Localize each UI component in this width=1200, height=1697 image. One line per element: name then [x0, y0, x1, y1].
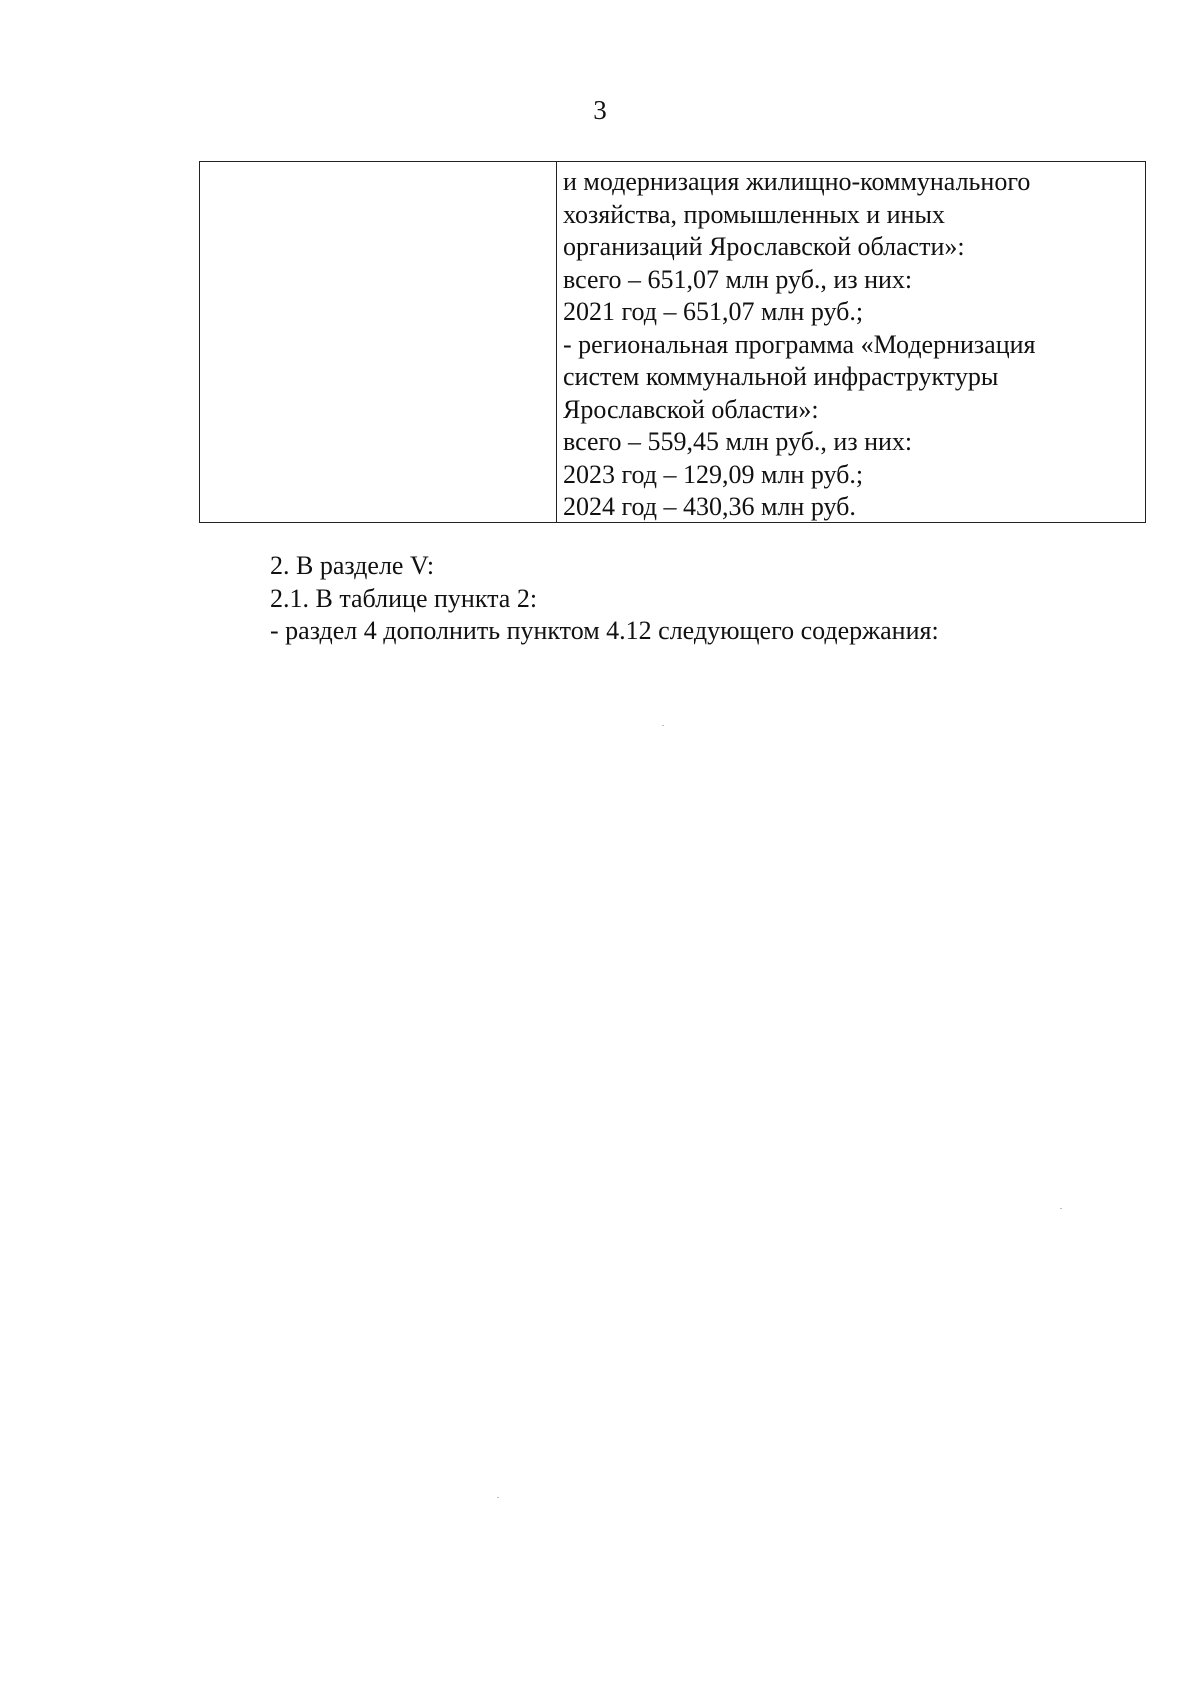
scan-speck — [1060, 1208, 1062, 1209]
table-cell-left — [200, 162, 557, 522]
table-cell-line: хозяйства, промышленных и иных — [563, 199, 945, 229]
table-cell-line: 2023 год – 129,09 млн руб.; — [563, 459, 864, 489]
table-cell-line: систем коммунальной инфраструктуры — [563, 362, 999, 391]
table-cell-line: организаций Ярославской области»: — [563, 232, 965, 261]
table-cell-line: всего – 651,07 млн руб., из них: — [563, 264, 913, 294]
table-cell-line: - региональная программа «Модернизация — [563, 329, 1036, 359]
table-cell-line: всего – 559,45 млн руб., из них: — [563, 427, 913, 456]
paragraph-table-item-2: 2.1. В таблице пункта 2: — [270, 583, 538, 613]
table-cell-line: 2021 год – 651,07 млн руб.; — [563, 297, 864, 326]
paragraph-section-v: 2. В разделе V: — [270, 551, 435, 580]
table-cell-right — [563, 166, 1139, 524]
page-number: 3 — [593, 95, 607, 125]
paragraph-add-item-4-12: - раздел 4 дополнить пунктом 4.12 следующего содержания: — [270, 616, 939, 645]
continuation-table — [199, 161, 1146, 523]
table-cell-line: и модернизация жилищно-коммунального — [563, 167, 1031, 196]
body-text — [270, 550, 1150, 648]
table-cell-line: Ярославской области»: — [563, 394, 819, 424]
scan-speck — [662, 725, 664, 726]
scan-speck — [497, 1497, 499, 1498]
table-cell-line: 2024 год – 430,36 млн руб. — [563, 492, 856, 521]
